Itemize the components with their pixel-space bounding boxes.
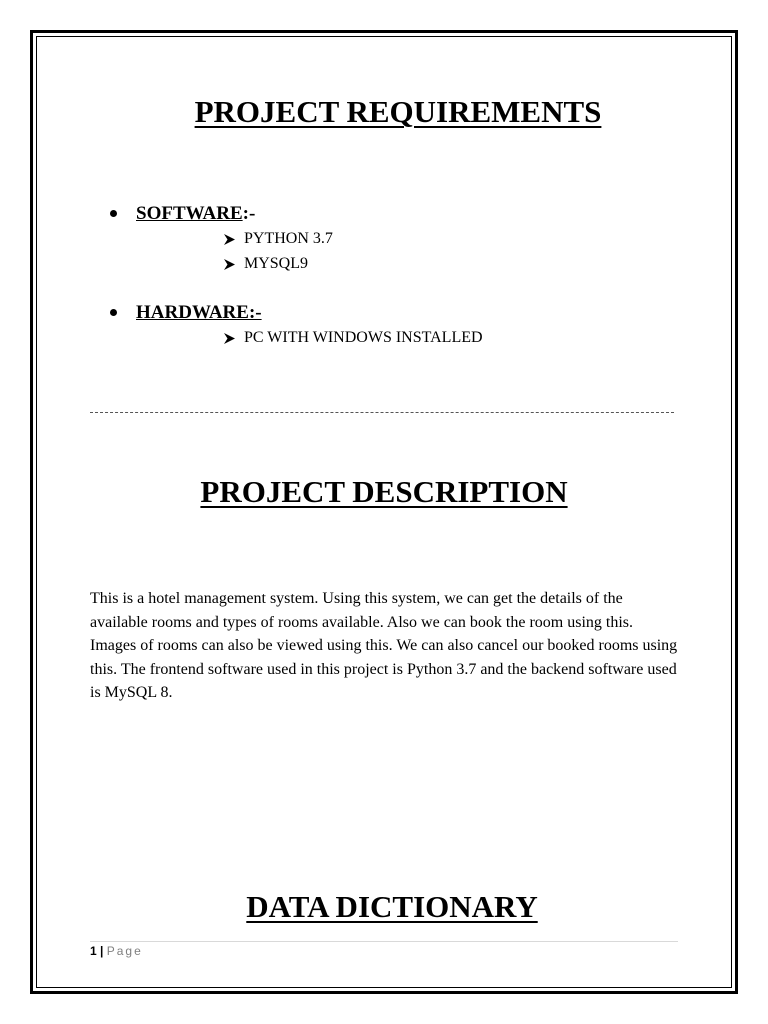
requirements-heading: PROJECT REQUIREMENTS (194, 94, 602, 129)
bullet-icon (110, 210, 117, 217)
arrowhead-bullet-icon (224, 333, 235, 344)
list-item (224, 256, 308, 272)
arrowhead-bullet-icon (224, 234, 235, 245)
footer-divider (90, 941, 678, 942)
page-label: Page (106, 944, 143, 958)
hardware-section (110, 303, 262, 322)
page-border-inner (36, 36, 732, 988)
arrowhead-bullet-icon (224, 259, 235, 270)
data-dictionary-heading: DATA DICTIONARY (246, 889, 538, 924)
description-heading: PROJECT DESCRIPTION (200, 474, 568, 509)
software-item-label: PYTHON 3.7 (244, 230, 333, 247)
list-item (224, 330, 483, 346)
hardware-label: HARDWARE:- (136, 302, 262, 323)
software-section (110, 204, 255, 223)
software-label: SOFTWARE (136, 203, 243, 224)
software-label-suffix: :- (242, 203, 256, 224)
description-paragraph: This is a hotel management system. Using this system, we can get the details of the available rooms and types of rooms available. Also we can book the room using this. Images of rooms can also be viewed using this. We can also cancel our booked rooms using this. The frontend software used in this project is Python 3.7 and the backend software used is MySQL 8. (90, 590, 678, 701)
page-separator: | (100, 944, 104, 958)
bullet-icon (110, 309, 117, 316)
page-number: 1 (90, 944, 97, 958)
dashed-divider (90, 412, 674, 413)
page-footer (90, 944, 143, 958)
list-item (224, 231, 333, 247)
software-item-label: MYSQL9 (244, 255, 309, 272)
hardware-item-label: PC WITH WINDOWS INSTALLED (244, 329, 483, 346)
